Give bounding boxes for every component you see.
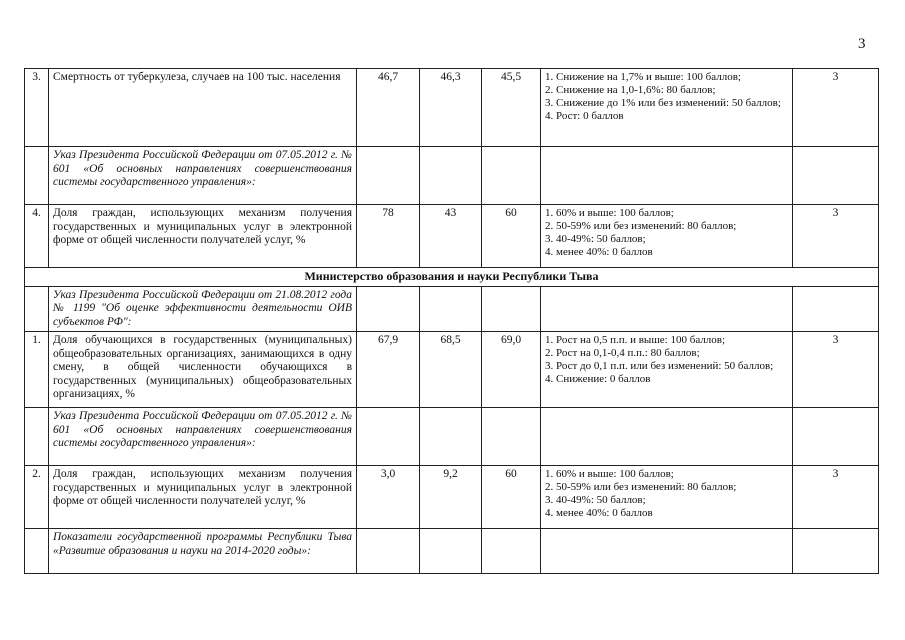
- score: 3: [793, 332, 879, 408]
- value-col-3: 45,5: [482, 69, 541, 147]
- empty-cell: [793, 286, 879, 332]
- empty-cell: [482, 529, 541, 574]
- empty-cell: [420, 286, 482, 332]
- criteria-line: 4. менее 40%: 0 баллов: [545, 507, 653, 519]
- row-number: 1.: [25, 332, 49, 408]
- value-col-2: 9,2: [420, 466, 482, 529]
- empty-cell: [793, 147, 879, 205]
- empty-cell: [25, 286, 49, 332]
- criteria-line: 2. 50-59% или без изменений: 80 баллов;: [545, 481, 737, 493]
- empty-cell: [541, 529, 793, 574]
- empty-cell: [357, 529, 420, 574]
- indicator-name: Смертность от туберкулеза, случаев на 100 тыс. населения: [49, 69, 357, 147]
- empty-cell: [420, 408, 482, 466]
- empty-cell: [541, 147, 793, 205]
- value-col-3: 60: [482, 205, 541, 268]
- criteria-line: 4. Снижение: 0 баллов: [545, 373, 651, 385]
- criteria-line: 3. Снижение до 1% или без изменений: 50 баллов;: [545, 97, 781, 109]
- table-row: [25, 69, 879, 147]
- criteria: [541, 69, 793, 147]
- empty-cell: [541, 286, 793, 332]
- indicator-name: Доля граждан, использующих механизм получения государственных и муниципальных услуг в электронной форме от общей численности получателей услуг, %: [49, 205, 357, 268]
- empty-cell: [420, 529, 482, 574]
- empty-cell: [793, 408, 879, 466]
- value-col-2: 46,3: [420, 69, 482, 147]
- empty-cell: [25, 147, 49, 205]
- criteria: [541, 466, 793, 529]
- row-number: 2.: [25, 466, 49, 529]
- value-col-1: 3,0: [357, 466, 420, 529]
- empty-cell: [482, 286, 541, 332]
- value-col-3: 69,0: [482, 332, 541, 408]
- legal-basis: Показатели государственной программы Республики Тыва «Развитие образования и науки на 2014-2020 годы»:: [49, 529, 357, 574]
- table-row: [25, 332, 879, 408]
- criteria-line: 1. 60% и выше: 100 баллов;: [545, 207, 674, 219]
- criteria-line: 3. 40-49%: 50 баллов;: [545, 494, 646, 506]
- table-row: [25, 529, 879, 574]
- indicator-name: Доля граждан, использующих механизм получения государственных и муниципальных услуг в электронной форме от общей численности получателей услуг, %: [49, 466, 357, 529]
- value-col-1: 78: [357, 205, 420, 268]
- table-row: [25, 147, 879, 205]
- table-row: [25, 408, 879, 466]
- empty-cell: [541, 408, 793, 466]
- empty-cell: [793, 529, 879, 574]
- page-number: 3: [858, 36, 866, 52]
- row-number: 3.: [25, 69, 49, 147]
- score: 3: [793, 69, 879, 147]
- empty-cell: [357, 286, 420, 332]
- table-row: [25, 205, 879, 268]
- value-col-1: 67,9: [357, 332, 420, 408]
- value-col-2: 43: [420, 205, 482, 268]
- table-row: [25, 286, 879, 332]
- table-row: [25, 268, 879, 287]
- criteria-line: 4. Рост: 0 баллов: [545, 110, 624, 122]
- empty-cell: [25, 408, 49, 466]
- section-header: Министерство образования и науки Республики Тыва: [25, 268, 879, 287]
- value-col-1: 46,7: [357, 69, 420, 147]
- criteria-line: 4. менее 40%: 0 баллов: [545, 246, 653, 258]
- criteria-line: 2. Снижение на 1,0-1,6%: 80 баллов;: [545, 84, 716, 96]
- empty-cell: [357, 408, 420, 466]
- empty-cell: [25, 529, 49, 574]
- empty-cell: [420, 147, 482, 205]
- empty-cell: [482, 408, 541, 466]
- value-col-3: 60: [482, 466, 541, 529]
- criteria: [541, 332, 793, 408]
- score: 3: [793, 205, 879, 268]
- criteria-line: 2. Рост на 0,1-0,4 п.п.: 80 баллов;: [545, 347, 700, 359]
- empty-cell: [482, 147, 541, 205]
- score: 3: [793, 466, 879, 529]
- criteria: [541, 205, 793, 268]
- criteria-line: 1. 60% и выше: 100 баллов;: [545, 468, 674, 480]
- legal-basis: Указ Президента Российской Федерации от 07.05.2012 г. № 601 «Об основных направлениях совершенствования системы государственного управления»:: [49, 408, 357, 466]
- indicator-name: Доля обучающихся в государственных (муниципальных) общеобразовательных организациях, занимающихся в одну смену, в общей численности обучающихся в государственных (муниципальных) общеобразовательных организациях, %: [49, 332, 357, 408]
- value-col-2: 68,5: [420, 332, 482, 408]
- legal-basis: Указ Президента Российской Федерации от 21.08.2012 года № 1199 "Об оценке эффективности деятельности ОИВ субъектов РФ":: [49, 286, 357, 332]
- criteria-line: 1. Рост на 0,5 п.п. и выше: 100 баллов;: [545, 334, 726, 346]
- indicators-table: [24, 68, 879, 574]
- empty-cell: [357, 147, 420, 205]
- criteria-line: 3. Рост до 0,1 п.п. или без изменений: 50 баллов;: [545, 360, 774, 372]
- criteria-line: 2. 50-59% или без изменений: 80 баллов;: [545, 220, 737, 232]
- criteria-line: 1. Снижение на 1,7% и выше: 100 баллов;: [545, 71, 741, 83]
- row-number: 4.: [25, 205, 49, 268]
- legal-basis: Указ Президента Российской Федерации от 07.05.2012 г. № 601 «Об основных направлениях совершенствования системы государственного управления»:: [49, 147, 357, 205]
- table-row: [25, 466, 879, 529]
- criteria-line: 3. 40-49%: 50 баллов;: [545, 233, 646, 245]
